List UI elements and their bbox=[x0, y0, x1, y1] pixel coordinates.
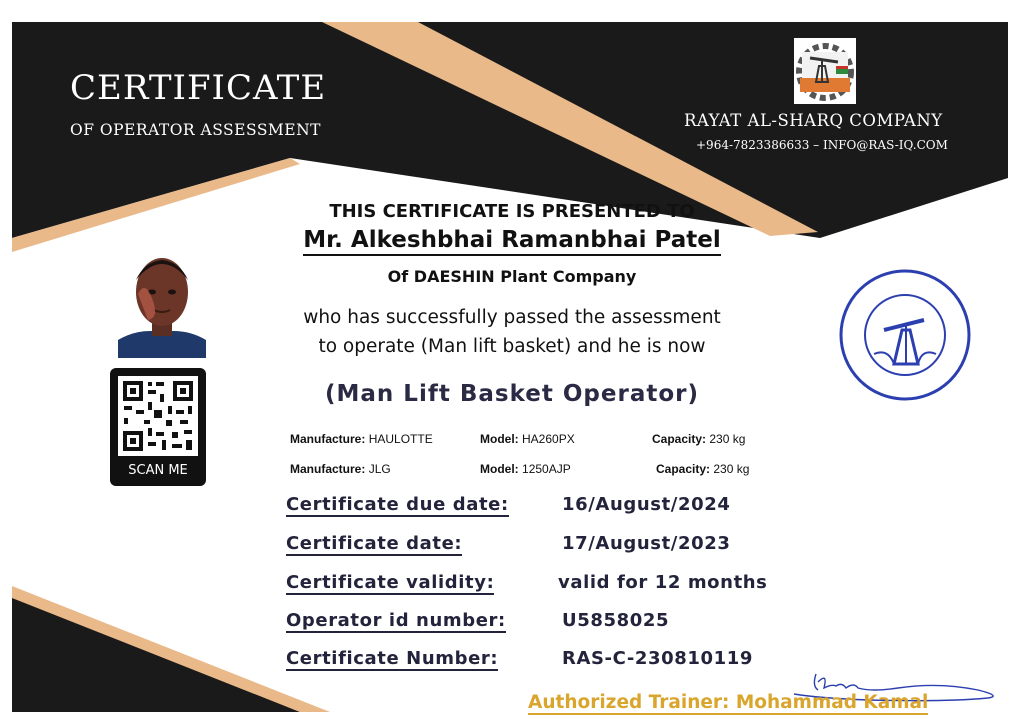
operator-role: (Man Lift Basket Operator) bbox=[325, 381, 699, 407]
recipient-name-text: Mr. Alkeshbhai Ramanbhai Patel bbox=[303, 227, 721, 256]
equipment-manufacture-value: HAULOTTE bbox=[368, 432, 433, 446]
operator-id-label bbox=[286, 610, 506, 631]
equipment-manufacture-value: JLG bbox=[368, 462, 391, 476]
equipment-capacity-value: 230 kg bbox=[713, 462, 750, 476]
equipment-capacity-label: Capacity: bbox=[656, 462, 711, 476]
operator-id-value: U5858025 bbox=[562, 610, 670, 631]
qr-code-icon bbox=[118, 376, 198, 456]
company-contact: +964-7823386633 – INFO@RAS-IQ.COM bbox=[696, 138, 948, 152]
equipment-manufacture bbox=[290, 432, 433, 446]
qr-caption: SCAN ME bbox=[128, 463, 188, 478]
issue-date-label bbox=[286, 533, 462, 554]
presented-heading: THIS CERTIFICATE IS PRESENTED TO bbox=[329, 201, 695, 222]
passed-statement: who has successfully passed the assessment bbox=[303, 307, 721, 328]
company-name: RAYAT AL-SHARQ COMPANY bbox=[684, 111, 943, 130]
company-logo-icon bbox=[792, 36, 858, 106]
issue-date-label-text: Certificate date: bbox=[286, 533, 463, 554]
validity-value: valid for 12 months bbox=[558, 572, 768, 593]
equipment-model-value: 1250AJP bbox=[522, 462, 571, 476]
due-date-value: 16/August/2024 bbox=[562, 494, 731, 515]
recipient-company: Of DAESHIN Plant Company bbox=[387, 267, 637, 286]
company-stamp-icon bbox=[838, 268, 972, 402]
equipment-capacity-label: Capacity: bbox=[652, 432, 707, 446]
certificate-subtitle: OF OPERATOR ASSESSMENT bbox=[70, 121, 322, 139]
equipment-manufacture bbox=[290, 462, 391, 476]
due-date-label bbox=[286, 494, 509, 515]
equipment-manufacture-label: Manufacture: bbox=[290, 462, 366, 476]
equipment-model-label: Model: bbox=[480, 432, 519, 446]
trainer-text: Authorized Trainer: Mohammad Kamal bbox=[528, 692, 929, 713]
operate-statement: to operate (Man lift basket) and he is now bbox=[318, 336, 706, 357]
certificate-number-value: RAS-C-230810119 bbox=[562, 648, 754, 669]
equipment-capacity bbox=[656, 462, 749, 476]
equipment-model bbox=[480, 462, 571, 476]
certificate-number-label bbox=[286, 648, 498, 669]
validity-label bbox=[286, 572, 494, 593]
equipment-manufacture-label: Manufacture: bbox=[290, 432, 366, 446]
validity-label-text: Certificate validity: bbox=[286, 572, 495, 593]
trainer-line bbox=[528, 692, 928, 713]
equipment-capacity-value: 230 kg bbox=[709, 432, 746, 446]
equipment-model-label: Model: bbox=[480, 462, 519, 476]
certificate-title: CERTIFICATE bbox=[70, 68, 327, 108]
equipment-model bbox=[480, 432, 575, 446]
issue-date-value: 17/August/2023 bbox=[562, 533, 731, 554]
due-date-label-text: Certificate due date: bbox=[286, 494, 509, 515]
operator-photo bbox=[118, 248, 206, 358]
equipment-capacity bbox=[652, 432, 745, 446]
operator-id-label-text: Operator id number: bbox=[286, 610, 506, 631]
equipment-model-value: HA260PX bbox=[522, 432, 575, 446]
certificate-number-label-text: Certificate Number: bbox=[286, 648, 499, 669]
